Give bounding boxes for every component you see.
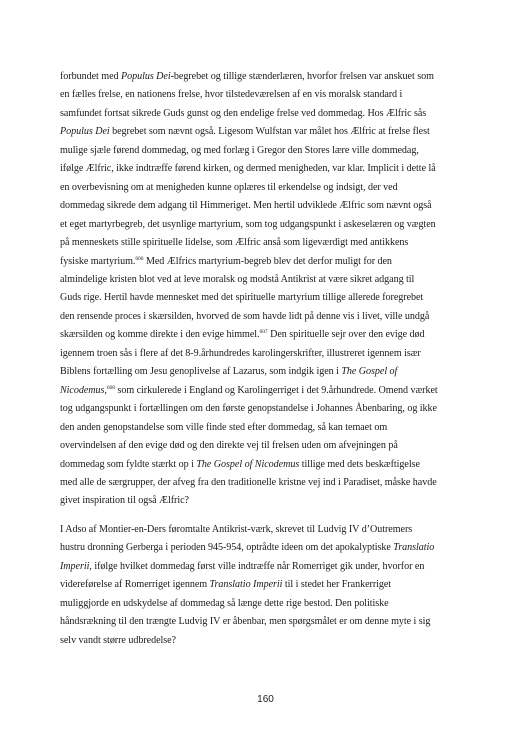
- text-line: [60, 419, 475, 437]
- italic-text: Translatio Imperii: [209, 579, 283, 591]
- text-line: [60, 253, 475, 271]
- text-run: håndsrækning til den trængte Ludvig IV er åbenbar, men spørgsmålet er om denne myte i sig: [60, 616, 431, 628]
- text-run: Den spirituelle sejr over den evige død: [267, 329, 425, 341]
- page-body: [60, 68, 475, 650]
- italic-text: Populus Dei: [60, 126, 110, 138]
- text-run: givet inspiration til også Ælfric?: [60, 495, 189, 507]
- text-line: [60, 216, 475, 234]
- page-number: 160: [257, 694, 274, 705]
- text-run: til i stedet her Frankerriget: [282, 579, 392, 591]
- footnote-marker: 607: [259, 329, 268, 336]
- text-run: ifølge Ælfric, ikke indtræffe førend kirken, og dermed menigheden, var klar. Implicit i dette lå: [60, 163, 436, 175]
- italic-text: Imperii,: [60, 560, 92, 572]
- text-run: den anden genopstandelse som ville finde sted efter dommedag, så kan temaet om: [60, 421, 388, 433]
- text-run: forbundet med: [60, 71, 121, 82]
- text-line: [60, 437, 475, 455]
- text-line: [60, 539, 475, 557]
- text-run: skærsilden og komme direkte i den evige himmel.: [60, 329, 260, 341]
- text-run: I Adso af Montier-en-Ders føromtalte Antikrist-værk, skrevet til Ludvig IV d’Outremers: [60, 523, 413, 535]
- text-run: samfundet fortsat sikrede Guds gunst og den endelige frelse ved dommedag. Hos Ælfric sås: [60, 107, 427, 119]
- text-line: [60, 68, 475, 86]
- text-run: Guds rige. Hertil havde mennesket med det spirituelle martyrium tillige allerede foregrebet: [60, 292, 424, 304]
- text-run: et eget martyrbegreb, det usynlige martyrium, som tog udgangspunkt i askeselæren og vægten: [60, 218, 436, 230]
- text-run: -begrebet og tillige stænderlæren, hvorfor frelsen var anskuet som: [170, 71, 434, 82]
- text-run: som cirkulerede i England og Karolingerriget i det 9.århundrede. Omend værket: [115, 384, 438, 396]
- footnote-marker: 606: [135, 255, 144, 262]
- text-run: muliggjorde en udskydelse af dommedag så længe dette rige bestod. Den politiske: [60, 597, 389, 609]
- text-line: [60, 160, 475, 178]
- text-line: [60, 289, 475, 307]
- text-run: på menneskets stille spirituelle lidelse, som Ælfric anså som ligeværdigt med antikkens: [60, 237, 409, 249]
- text-run: overvindelsen af den evige død og den direkte vej til frelsen uden om afvejningen på: [60, 440, 398, 452]
- italic-text: The Gospel of Nicodemus: [196, 458, 300, 470]
- text-line: [60, 492, 475, 510]
- text-line: [60, 142, 475, 160]
- text-line: [60, 558, 475, 576]
- text-line: [60, 632, 475, 650]
- text-line: [60, 123, 475, 141]
- text-run: ifølge hvilket dommedag først ville indtræffe når Romerriget gik under, hvorfor en: [91, 560, 425, 572]
- paragraph-1: [60, 68, 475, 511]
- text-line: [60, 234, 475, 252]
- text-run: tillige med dets beskæftigelse: [299, 458, 420, 470]
- text-line: [60, 197, 475, 215]
- text-run: dommedag som fyldte stærkt op i: [60, 458, 197, 470]
- footnote-marker: 608: [106, 384, 115, 391]
- text-line: [60, 474, 475, 492]
- paragraph-2: [60, 521, 475, 650]
- text-line: [60, 595, 475, 613]
- text-run: med alle de særgrupper, der afveg fra den traditionelle kristne vej ind i Paradiset, måske havde: [60, 476, 437, 488]
- text-run: fysiske martyrium.: [60, 255, 136, 267]
- text-line: [60, 179, 475, 197]
- text-run: Med Ælfrics martyrium-begreb blev det derfor muligt for den: [143, 255, 392, 267]
- text-run: begrebet som nævnt også. Ligesom Wulfstan var målet hos Ælfric at frelse flest: [109, 126, 430, 138]
- text-line: [60, 456, 475, 474]
- text-run: igennem troen sås i flere af det 8-9.århundredes karolingerskrifter, illustreret igennem især: [60, 347, 421, 359]
- italic-text: Populus Dei: [120, 71, 171, 82]
- text-run: dommedag sikrede dem adgang til Himmeriget. Men hertil udviklede Ælfric som nævnt også: [60, 200, 432, 212]
- text-run: Biblens fortælling om Jesu genoplivelse af Lazarus, som indgik igen i: [60, 366, 342, 378]
- text-line: [60, 271, 475, 289]
- text-run: tog udgangspunkt i fortællingen om den første genopstandelse i Johannes Åbenbaring, og ikke: [60, 403, 437, 415]
- text-line: [60, 86, 475, 104]
- text-run: en fælles frelse, en nationens frelse, hvor tilstedeværelsen af en vis moralsk standard i: [60, 89, 403, 101]
- text-line: [60, 521, 475, 539]
- italic-text: The Gospel of: [341, 366, 398, 378]
- text-run: almindelige kristen blot ved at leve moralsk og modstå Antikrist at være sikret adgang til: [60, 273, 415, 285]
- text-run: selv vandt større udbredelse?: [60, 634, 176, 646]
- text-line: [60, 613, 475, 631]
- text-run: en overbevisning om at menigheden kunne oplæres til erkendelse og indsigt, der ved: [60, 181, 398, 193]
- text-line: [60, 576, 475, 594]
- italic-text: Translatio: [393, 542, 435, 554]
- text-line: [60, 345, 475, 363]
- text-run: mulige sjæle førend dommedag, og med forlæg i Gregor den Stores lære ville dommedag,: [60, 144, 419, 156]
- text-line: [60, 308, 475, 326]
- text-line: [60, 382, 475, 400]
- text-run: hustru dronning Gerberga i perioden 945-954, optrådte ideen om det apokalyptiske: [60, 542, 394, 554]
- text-line: [60, 326, 475, 344]
- text-run: videreførelse af Romerriget igennem: [60, 579, 210, 591]
- text-line: [60, 400, 475, 418]
- text-line: [60, 363, 475, 381]
- text-run: den rensende proces i skærsilden, hvorved de som havde lidt på denne vis i livet, ville undgå: [60, 310, 430, 322]
- text-line: [60, 105, 475, 123]
- italic-text: Nicodemus,: [60, 384, 107, 396]
